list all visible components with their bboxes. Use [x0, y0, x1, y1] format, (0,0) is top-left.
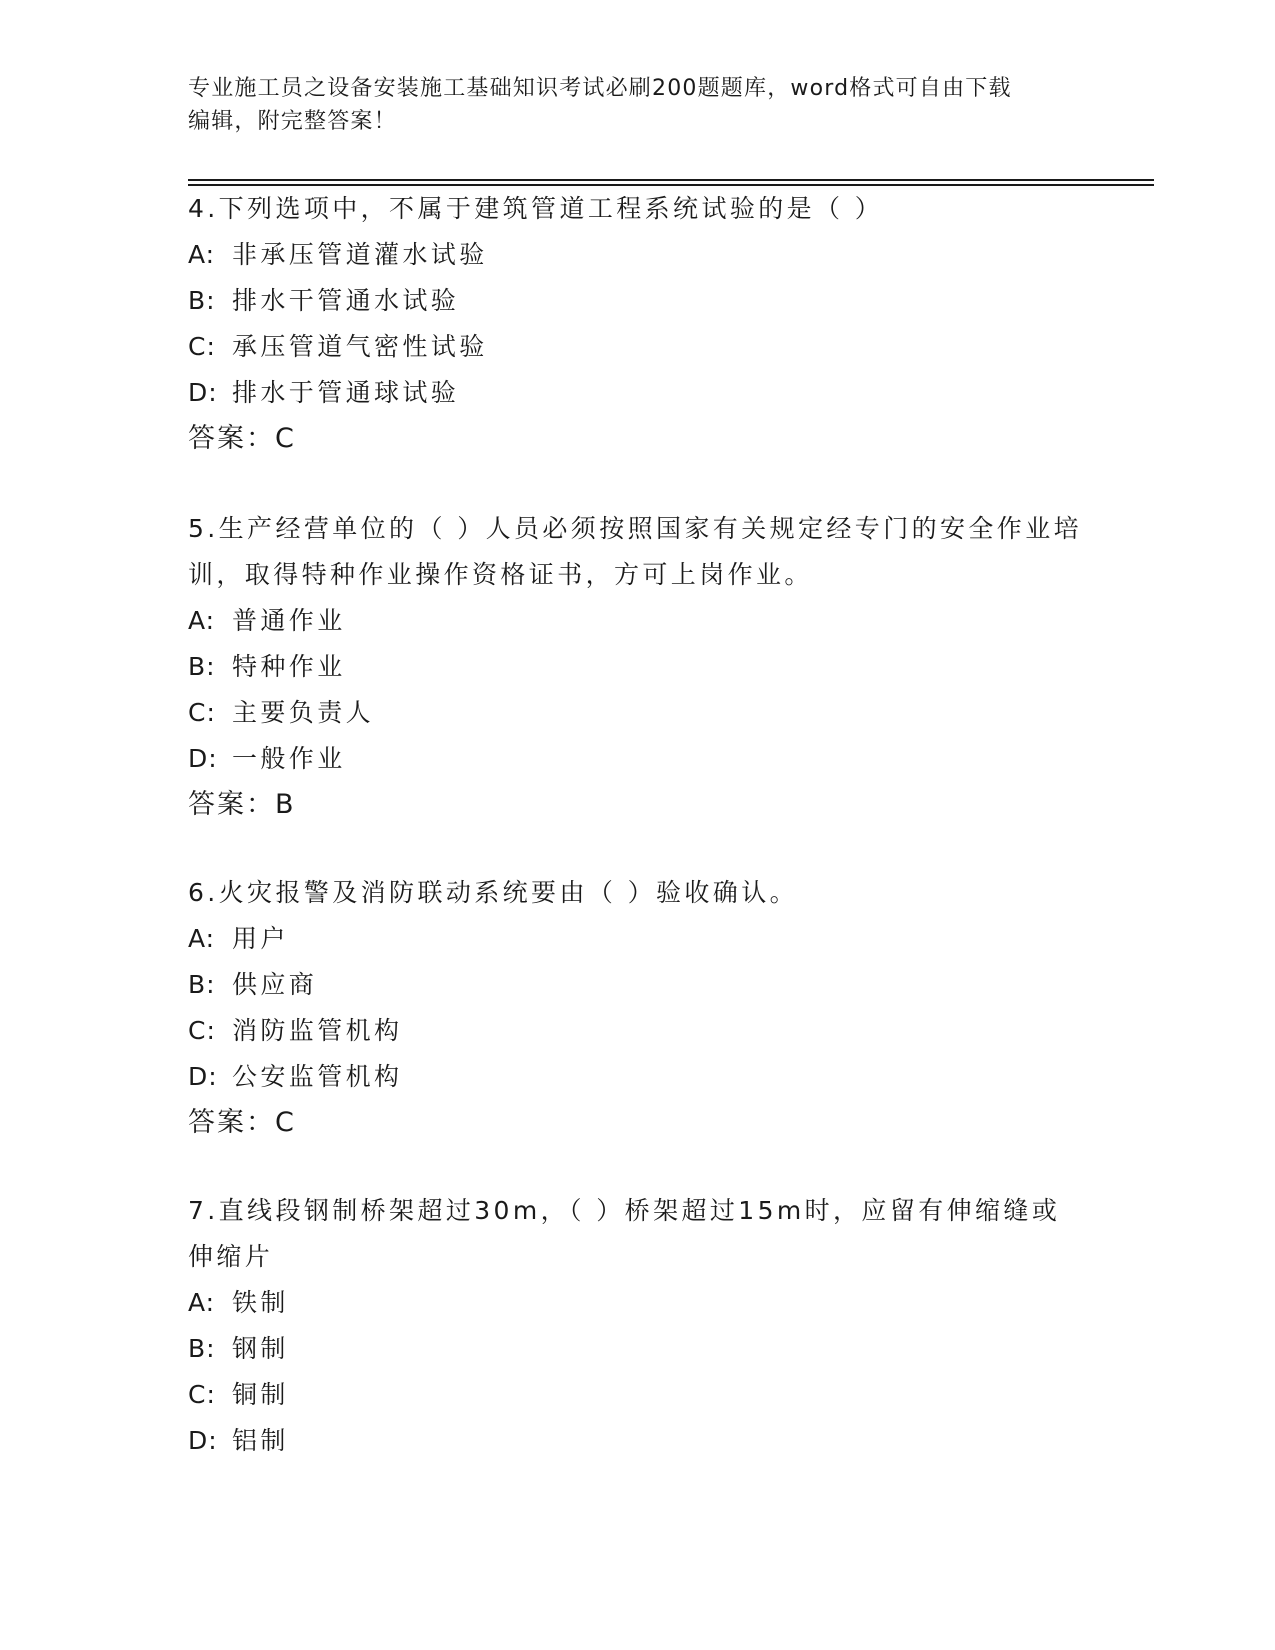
- question-7: [188, 1188, 1088, 1464]
- option-a: [188, 598, 1088, 644]
- option-text: 铜制: [232, 1380, 289, 1409]
- option-text: 公安监管机构: [232, 1062, 403, 1091]
- option-label: D:: [188, 378, 218, 407]
- option-text: 承压管道气密性试验: [232, 332, 488, 361]
- answer-line: [188, 782, 1088, 828]
- question-6: [188, 870, 1088, 1146]
- option-d: [188, 1418, 1088, 1464]
- option-d: [188, 370, 1088, 416]
- option-text: 一般作业: [232, 744, 346, 773]
- option-c: [188, 324, 1088, 370]
- question-text: 6.火灾报警及消防联动系统要由（ ）验收确认。: [188, 878, 799, 907]
- option-label: C:: [188, 1380, 216, 1409]
- answer-value: C: [275, 423, 295, 454]
- option-label: B:: [188, 652, 216, 681]
- option-text: 排水干管通水试验: [232, 286, 460, 315]
- option-label: C:: [188, 698, 216, 727]
- option-label: A:: [188, 606, 216, 635]
- option-text: 消防监管机构: [232, 1016, 403, 1045]
- option-text: 特种作业: [232, 652, 346, 681]
- question-text: 4.下列选项中，不属于建筑管道工程系统试验的是（ ）: [188, 194, 884, 223]
- option-label: A:: [188, 240, 216, 269]
- option-label: D:: [188, 744, 218, 773]
- option-label: A:: [188, 1288, 216, 1317]
- option-text: 用户: [232, 924, 289, 953]
- option-label: C:: [188, 1016, 216, 1045]
- document-header: [188, 72, 1078, 138]
- answer-label: 答案：: [188, 423, 275, 454]
- answer-label: 答案：: [188, 1107, 275, 1138]
- option-label: D:: [188, 1062, 218, 1091]
- option-b: [188, 962, 1088, 1008]
- answer-value: C: [275, 1107, 295, 1138]
- question-text: 5.生产经营单位的（ ）人员必须按照国家有关规定经专门的安全作业培训，取得特种作业操作资格证书，方可上岗作业。: [188, 514, 1083, 589]
- answer-line: [188, 1100, 1088, 1146]
- option-label: B:: [188, 286, 216, 315]
- option-text: 普通作业: [232, 606, 346, 635]
- question-5: [188, 506, 1088, 828]
- option-label: D:: [188, 1426, 218, 1455]
- option-c: [188, 1372, 1088, 1418]
- answer-value: B: [275, 789, 295, 820]
- option-d: [188, 736, 1088, 782]
- option-c: [188, 1008, 1088, 1054]
- question-text: 7.直线段钢制桥架超过30m，（ ）桥架超过15m时，应留有伸缩缝或伸缩片: [188, 1196, 1061, 1271]
- option-text: 铝制: [232, 1426, 289, 1455]
- option-text: 供应商: [232, 970, 318, 999]
- header-line-2: 编辑，附完整答案！: [188, 109, 397, 134]
- option-label: A:: [188, 924, 216, 953]
- option-c: [188, 690, 1088, 736]
- answer-label: 答案：: [188, 789, 275, 820]
- option-label: B:: [188, 1334, 216, 1363]
- option-d: [188, 1054, 1088, 1100]
- option-b: [188, 1326, 1088, 1372]
- option-text: 钢制: [232, 1334, 289, 1363]
- option-b: [188, 278, 1088, 324]
- option-a: [188, 1280, 1088, 1326]
- option-text: 主要负责人: [232, 698, 375, 727]
- option-label: B:: [188, 970, 216, 999]
- header-divider-top: [188, 179, 1154, 181]
- option-label: C:: [188, 332, 216, 361]
- option-a: [188, 916, 1088, 962]
- option-text: 铁制: [232, 1288, 289, 1317]
- question-4: [188, 186, 1088, 462]
- answer-line: [188, 416, 1088, 462]
- option-text: 排水于管通球试验: [232, 378, 460, 407]
- header-line-1: 专业施工员之设备安装施工基础知识考试必刷200题题库，word格式可自由下载: [188, 76, 1012, 101]
- option-a: [188, 232, 1088, 278]
- option-b: [188, 644, 1088, 690]
- option-text: 非承压管道灌水试验: [232, 240, 488, 269]
